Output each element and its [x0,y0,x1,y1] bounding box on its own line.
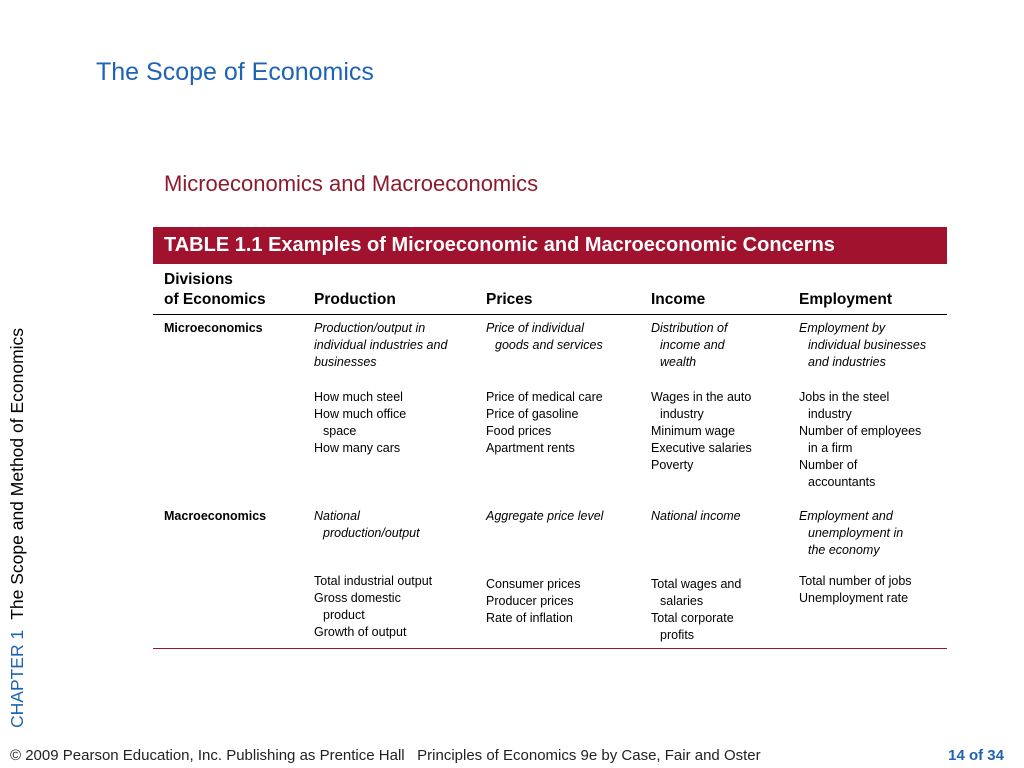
footer-book: Principles of Economics 9e by Case, Fair and Oster [417,747,761,764]
macro-income-concept: National income [651,509,741,523]
section-title: Microeconomics and Macroeconomics [164,171,539,196]
page-number: 14 of 34 [948,747,1004,764]
row-label-macro: Macroeconomics [164,509,267,523]
chapter-side-label [7,328,28,728]
chapter-title: The Scope and Method of Economics [7,327,27,620]
table-caption: TABLE 1.1 Examples of Microeconomic and Macroeconomic Concerns [153,227,947,264]
header-prices: Prices [486,291,533,308]
micro-income-concept: Distribution of income and wealth [651,321,728,369]
footer-copyright: © 2009 Pearson Education, Inc. Publishing as Prentice Hall [10,747,405,764]
micro-employment-concept: Employment by individual businesses and industries [799,321,927,369]
header-divisions: Divisions of Economics [164,271,266,308]
slide-title: The Scope of Economics [96,58,374,86]
macro-prices-concept: Aggregate price level [486,509,604,523]
macro-employment-examples: Total number of jobs Unemployment rate [799,574,912,605]
footer-credit [10,747,761,764]
micro-income-examples: Wages in the auto industry Minimum wage Executive salaries Poverty [651,390,752,472]
macro-employment-concept: Employment and unemployment in the economy [799,509,904,557]
macro-production-concept: National production/output [314,509,420,540]
header-employment: Employment [799,291,893,308]
header-production: Production [314,291,396,308]
micro-prices-concept: Price of individual goods and services [486,321,603,352]
micro-production-examples: How much steel How much office space How many cars [314,390,407,455]
micro-prices-examples: Price of medical care Price of gasoline Food prices Apartment rents [486,390,603,455]
micro-employment-examples: Jobs in the steel industry Number of employees in a firm Number of accountants [799,390,922,489]
row-label-micro: Microeconomics [164,321,263,335]
table-bottom-rule [153,648,947,649]
macro-income-examples: Total wages and salaries Total corporate profits [651,577,742,642]
chapter-number: CHAPTER 1 [7,629,27,728]
header-divider [153,314,947,315]
micro-production-concept: Production/output in individual industries and businesses [314,321,448,369]
macro-prices-examples: Consumer prices Producer prices Rate of inflation [486,577,581,625]
header-income: Income [651,291,706,308]
macro-production-examples: Total industrial output Gross domestic product Growth of output [314,574,433,639]
